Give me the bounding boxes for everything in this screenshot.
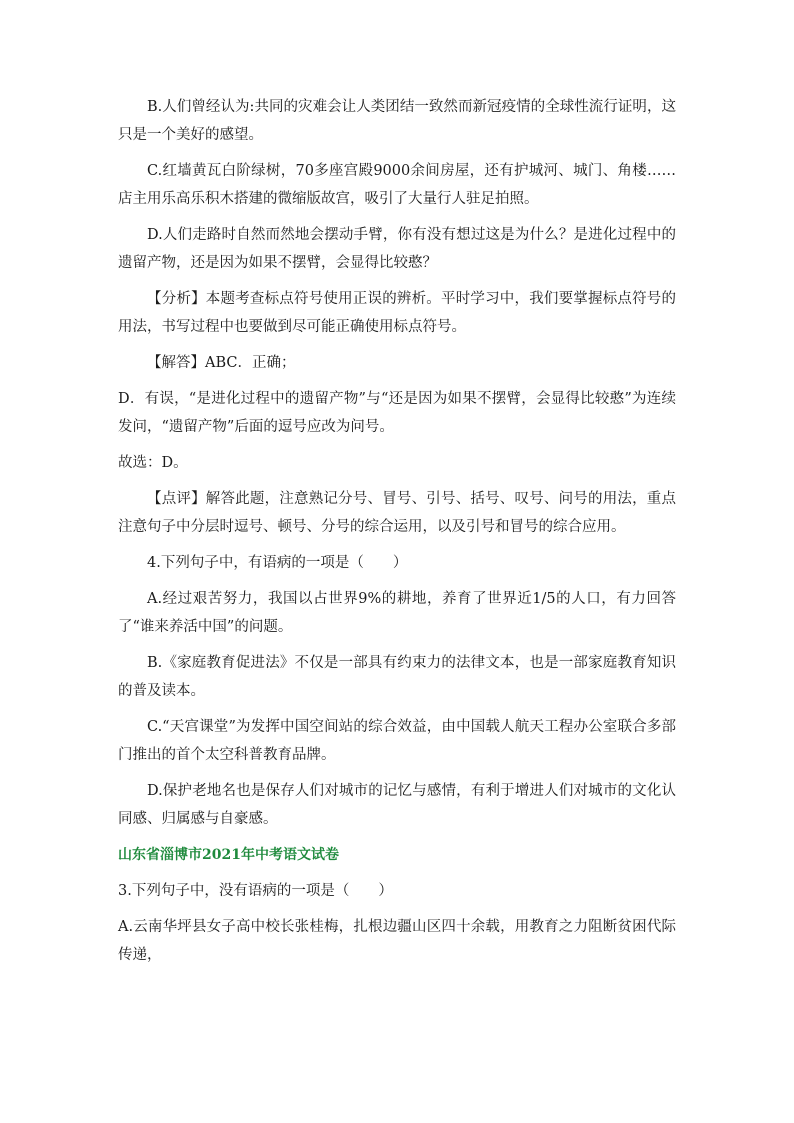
question-4-stem: 4.下列句子中，有语病的一项是（ ） — [147, 555, 408, 571]
question-3-stem: 3.下列句子中，没有语病的一项是（ ） — [118, 883, 393, 899]
comment-paragraph: 【点评】解答此题，注意熟记分号、冒号、引号、括号、叹号、问号的用法，重点注意句子中分层时逗号、顿号、分号的综合运用，以及引号和冒号的综合应用。 — [118, 491, 676, 535]
option-c-paragraph: C.红墙黄瓦白阶绿树，70多座宫殿9000余间房屋，还有护城河、城门、角楼……店主用乐高乐积木搭建的微缩版故宫，吸引了大量行人驻足拍照。 — [118, 163, 676, 207]
question-4-option-b: B.《家庭教育促进法》不仅是一部具有约束力的法律文本，也是一部家庭教育知识的普及读本。 — [118, 655, 676, 699]
question-4-option-c: C.“天宫课堂”为发挥中国空间站的综合效益，由中国载人航天工程办公室联合多部门推出的首个太空科普教育品牌。 — [118, 719, 676, 763]
option-b-paragraph: B.人们曾经认为:共同的灾难会让人类团结一致然而新冠疫情的全球性流行证明，这只是一个美好的感望。 — [118, 99, 676, 143]
answer-detail-paragraph: D．有误，“是进化过程中的遗留产物”与“还是因为如果不摆臂，会显得比较憨”为连续发问，“遗留产物”后面的逗号应改为问号。 — [118, 391, 676, 435]
question-3-option-a: A.云南华坪县女子高中校长张桂梅，扎根边疆山区四十余载，用教育之力阻断贫困代际传递， — [118, 919, 676, 963]
choice-paragraph: 故选：D。 — [118, 455, 188, 471]
answer-paragraph: 【解答】ABC．正确； — [147, 355, 296, 371]
analysis-paragraph: 【分析】本题考查标点符号使用正误的辨析。平时学习中，我们要掌握标点符号的用法，书写过程中也要做到尽可能正确使用标点符号。 — [118, 291, 676, 335]
section-heading: 山东省淄博市2021年中考语文试卷 — [118, 847, 339, 863]
question-4-option-d: D.保护老地名也是保存人们对城市的记忆与感情，有利于增进人们对城市的文化认同感、归属感与自豪感。 — [118, 783, 676, 827]
question-4-option-a: A.经过艰苦努力，我国以占世界9%的耕地，养育了世界近1/5的人口，有力回答了“谁来养活中国”的问题。 — [118, 591, 676, 635]
document-body — [118, 93, 676, 977]
option-d-paragraph: D.人们走路时自然而然地会摆动手臂，你有没有想过这是为什么？是进化过程中的遗留产物，还是因为如果不摆臂，会显得比较憨？ — [118, 227, 676, 271]
